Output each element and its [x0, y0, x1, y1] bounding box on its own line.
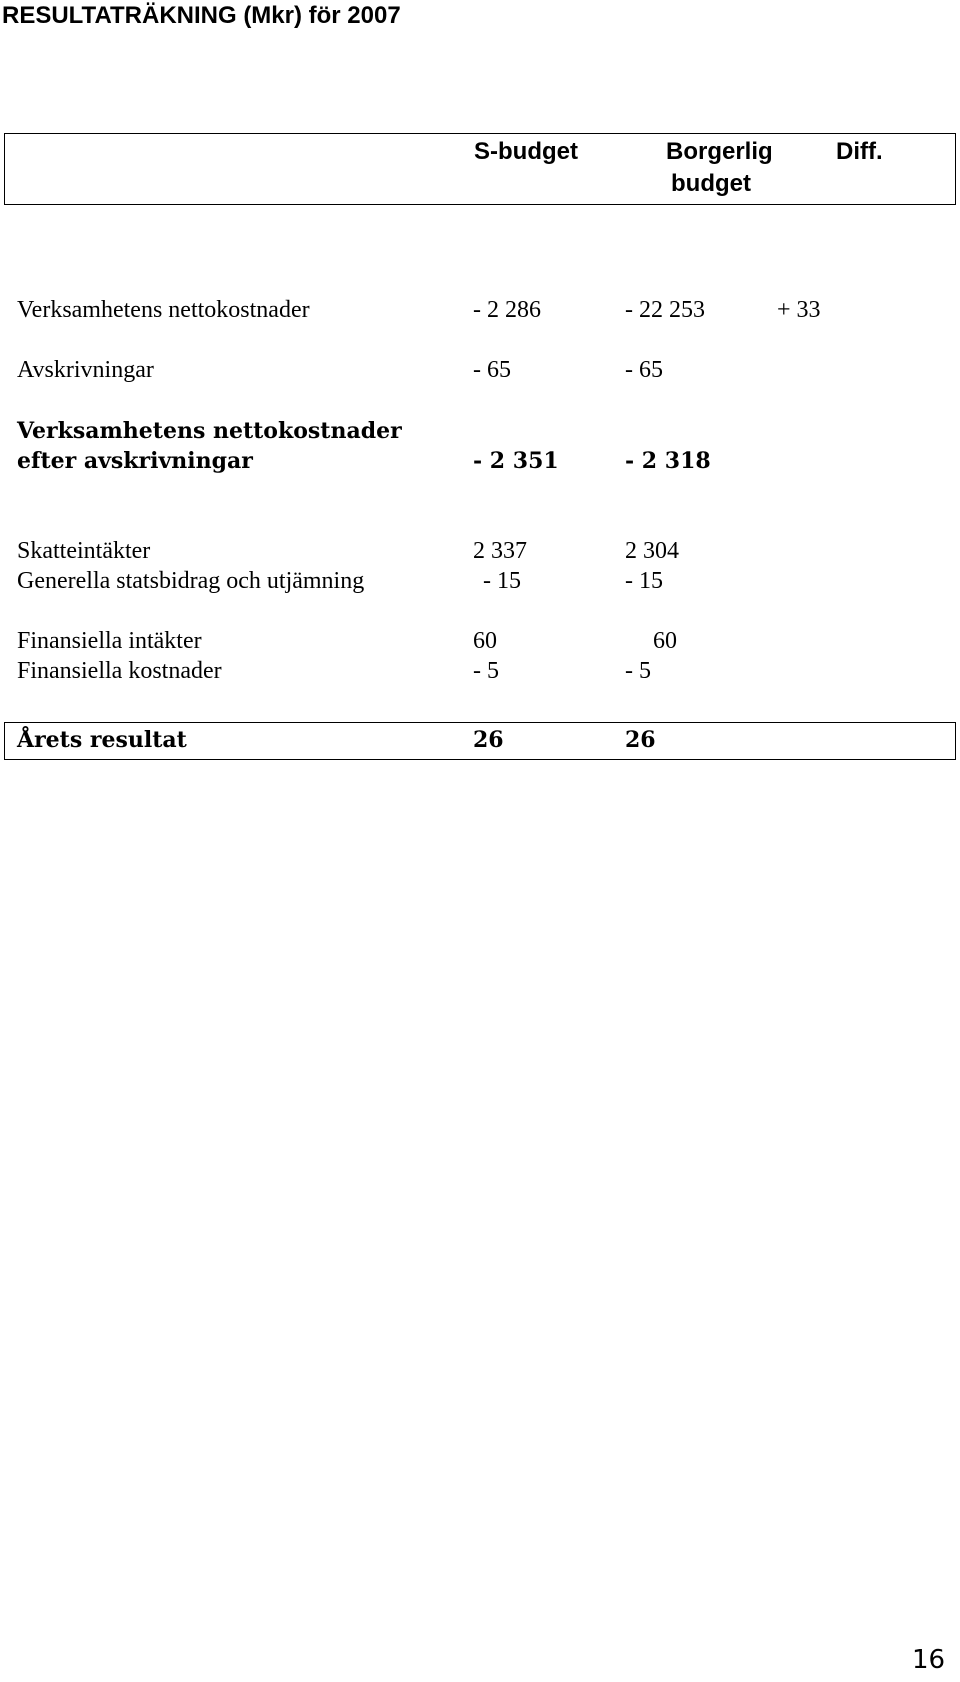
- row-value-s-budget: 2 337: [473, 538, 527, 564]
- page-number: 16: [912, 1645, 946, 1675]
- row-label: Verksamhetens nettokostnader: [17, 297, 310, 323]
- row-label: Skatteintäkter: [17, 538, 151, 564]
- row-label-line2: efter avskrivningar: [17, 448, 253, 474]
- column-header-borgerlig: Borgerlig: [666, 138, 773, 165]
- result-value-borgerlig: 26: [625, 727, 656, 753]
- row-value-diff: + 33: [777, 297, 821, 323]
- row-value-s-budget: - 2 351: [473, 448, 559, 474]
- row-value-s-budget: - 2 286: [473, 297, 541, 323]
- row-value-borgerlig: - 22 253: [625, 297, 705, 323]
- row-value-borgerlig: - 65: [625, 357, 663, 383]
- row-label: Generella statsbidrag och utjämning: [17, 568, 365, 594]
- row-value-borgerlig: - 2 318: [625, 448, 711, 474]
- result-value-s-budget: 26: [473, 727, 504, 753]
- row-value-s-budget: - 15: [483, 568, 521, 594]
- row-label: Avskrivningar: [17, 357, 154, 383]
- row-value-s-budget: - 5: [473, 658, 499, 684]
- row-value-borgerlig: 60: [653, 628, 677, 654]
- document-title: RESULTATRÄKNING (Mkr) för 2007: [2, 2, 401, 29]
- column-header-budget: budget: [671, 170, 751, 197]
- row-label-line1: Verksamhetens nettokostnader: [17, 418, 402, 444]
- row-value-s-budget: - 65: [473, 357, 511, 383]
- row-value-borgerlig: 2 304: [625, 538, 679, 564]
- row-label: Finansiella intäkter: [17, 628, 202, 654]
- result-label: Årets resultat: [17, 727, 187, 753]
- row-label: Finansiella kostnader: [17, 658, 222, 684]
- column-header-diff: Diff.: [836, 138, 883, 165]
- row-value-borgerlig: - 5: [625, 658, 651, 684]
- column-header-s-budget: S-budget: [474, 138, 578, 165]
- row-value-s-budget: 60: [473, 628, 497, 654]
- row-value-borgerlig: - 15: [625, 568, 663, 594]
